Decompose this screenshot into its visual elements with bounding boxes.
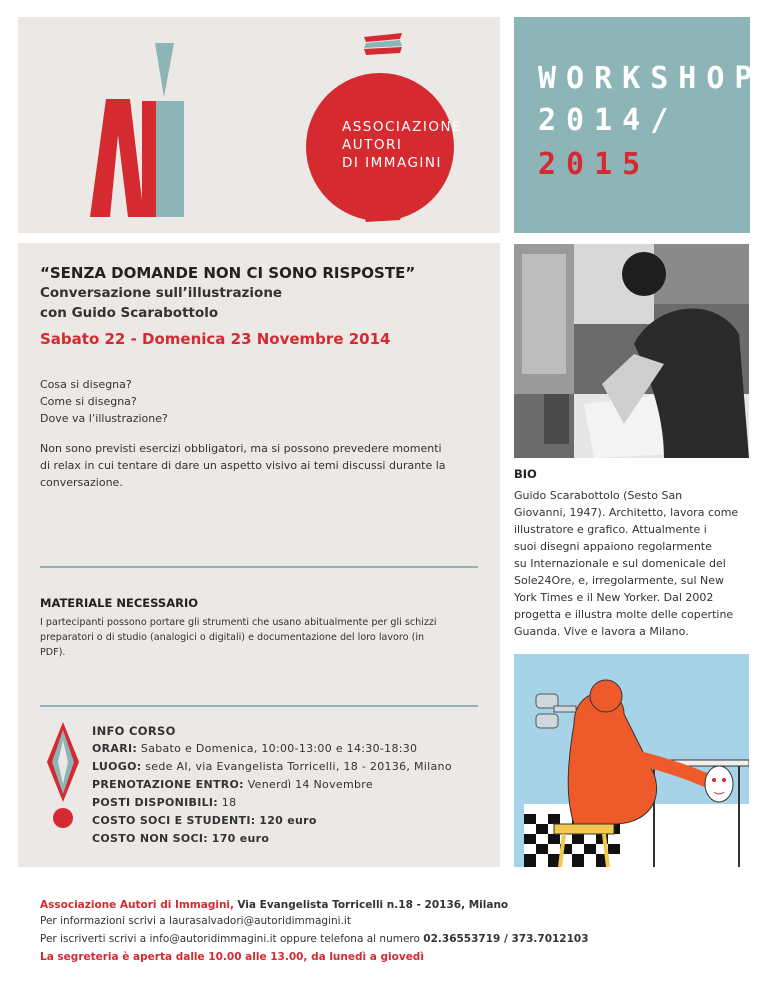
footer-address-line (40, 899, 508, 911)
assoc-name-line-3: DI IMMAGINI (342, 155, 442, 171)
bio-line: progetta e illustra molte delle copertine (514, 608, 734, 621)
info-row (92, 778, 373, 791)
workshop-label: WORKSHOP (538, 61, 763, 96)
footer-address: Via Evangelista Torricelli n.18 - 20136, Milano (237, 899, 509, 911)
assoc-name-line-1: ASSOCIAZIONE (342, 119, 463, 135)
footer-enroll-text: Per iscriverti scrivi a info@autoridimmagini.it oppure telefona al numero (40, 933, 420, 945)
info-label: LUOGO: (92, 760, 142, 773)
info-row (92, 760, 452, 773)
bio-line: Sole24Ore, e, irregolarmente, sul New (514, 574, 725, 587)
info-value: 18 (221, 796, 237, 809)
info-row (92, 832, 269, 845)
event-dates: Sabato 22 - Domenica 23 Novembre 2014 (40, 330, 391, 348)
info-label: COSTO NON SOCI: (92, 832, 208, 845)
artist-photo (514, 244, 749, 458)
question-2: Come si disegna? (40, 395, 137, 408)
materials-line-1: I partecipanti possono portare gli strumenti che usano abitualmente per gli schizzi (40, 617, 437, 628)
description-line-2: di relax in cui tentare di dare un aspetto visivo ai temi discussi durante la (40, 459, 446, 472)
bio-line: Guido Scarabottolo (Sesto San (514, 489, 683, 502)
divider (40, 705, 478, 707)
footer-info-line: Per informazioni scrivi a laurasalvadori@autoridimmagini.it (40, 915, 351, 927)
info-value: sede AI, via Evangelista Torricelli, 18 - 20136, Milano (145, 760, 452, 773)
event-subtitle-line-2: con Guido Scarabottolo (40, 305, 219, 321)
bio-title: BIO (514, 467, 537, 481)
description-line-1: Non sono previsti esercizi obbligatori, ma si possono prevedere momenti (40, 442, 442, 455)
info-row (92, 814, 317, 827)
event-title: “SENZA DOMANDE NON CI SONO RISPOSTE” (40, 264, 416, 282)
question-3: Dove va l’illustrazione? (40, 412, 168, 425)
info-label: POSTI DISPONIBILI: (92, 796, 218, 809)
info-title: INFO CORSO (92, 724, 176, 738)
workshop-year-start: 2014/ (538, 103, 679, 138)
assoc-name-line-2: AUTORI (342, 137, 403, 153)
bio-line: Giovanni, 1947). Architetto, lavora come (514, 506, 739, 519)
info-label: PRENOTAZIONE ENTRO: (92, 778, 244, 791)
illustration (514, 654, 749, 867)
workshop-panel (514, 17, 763, 233)
bio-line: su Internazionale e sul domenicale del (514, 557, 726, 570)
info-value: 170 euro (211, 832, 270, 845)
bio-line: suoi disegni appaiono regolarmente (514, 540, 712, 553)
info-value: Venerdì 14 Novembre (247, 778, 373, 791)
divider (40, 566, 478, 568)
info-label: ORARI: (92, 742, 138, 755)
info-row (92, 796, 236, 809)
exclamation-icon (46, 722, 80, 832)
event-subtitle-line-1: Conversazione sull’illustrazione (40, 285, 283, 301)
info-value: 120 euro (259, 814, 317, 827)
footer-phones: 02.36553719 / 373.7012103 (423, 933, 589, 945)
footer-enroll-line (40, 933, 589, 945)
info-value: Sabato e Domenica, 10:00-13:00 e 14:30-18:30 (140, 742, 418, 755)
materials-line-2: preparatori o di studio (analogici o digitali) e documentazione del loro lavoro (in (40, 632, 425, 643)
bio-line: York Times e il New Yorker. Dal 2002 (514, 591, 714, 604)
association-logo-circle (306, 73, 463, 221)
workshop-year-end: 2015 (538, 147, 651, 182)
info-label: COSTO SOCI E STUDENTI: (92, 814, 256, 827)
bio-line: illustratore e grafico. Attualmente i (514, 523, 707, 536)
materials-line-3: PDF). (40, 647, 66, 658)
materials-title: MATERIALE NECESSARIO (40, 596, 199, 610)
info-row (92, 742, 417, 755)
question-1: Cosa si disegna? (40, 378, 132, 391)
footer-org: Associazione Autori di Immagini, (40, 899, 235, 911)
description-line-3: conversazione. (40, 476, 123, 489)
footer-hours: La segreteria è aperta dalle 10.00 alle 13.00, da lunedì a giovedì (40, 951, 424, 963)
logo-panel (18, 17, 500, 233)
bio-line: Guanda. Vive e lavora a Milano. (514, 625, 689, 638)
